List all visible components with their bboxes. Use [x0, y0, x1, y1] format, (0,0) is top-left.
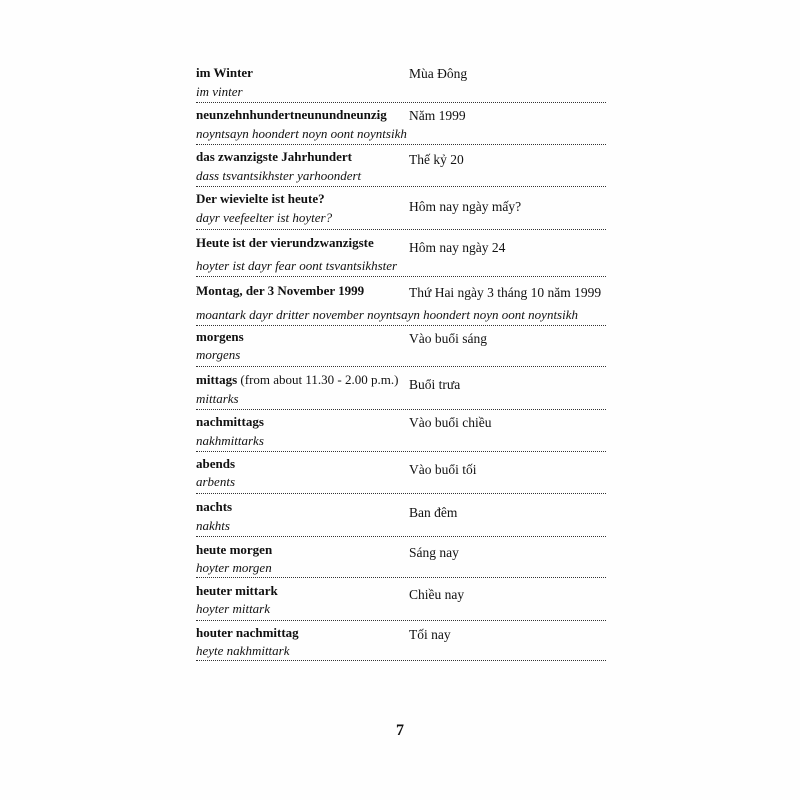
vietnamese-translation: Hôm nay ngày mấy? [409, 199, 522, 214]
pronunciation: hoyter ist dayr fear oont tsvantsikhster [196, 258, 398, 273]
german-phrase: heute morgen [196, 542, 273, 557]
vietnamese-translation: Sáng nay [409, 545, 459, 560]
page-number: 7 [396, 722, 404, 739]
german-phrase: houter nachmittag [196, 625, 299, 640]
german-phrase: heuter mittark [196, 583, 278, 598]
pronunciation: heyte nakhmittark [196, 643, 290, 658]
vietnamese-translation: Năm 1999 [409, 108, 466, 123]
pronunciation: nakhmittarks [196, 433, 264, 448]
vietnamese-translation: Buổi trưa [409, 377, 461, 392]
dotted-separator [196, 366, 606, 367]
vietnamese-translation: Thứ Hai ngày 3 tháng 10 năm 1999 [409, 285, 602, 300]
pronunciation: morgens [196, 347, 241, 362]
german-phrase: morgens [196, 329, 244, 344]
vietnamese-translation: Vào buổi sáng [409, 331, 487, 346]
pronunciation: hoyter morgen [196, 560, 272, 575]
vietnamese-translation: Mùa Đông [409, 66, 468, 81]
vietnamese-translation: Vào buổi tối [409, 462, 477, 477]
german-phrase: abends [196, 456, 236, 471]
dotted-separator [196, 102, 606, 103]
dotted-separator [196, 620, 606, 621]
vietnamese-translation: Vào buổi chiều [409, 415, 492, 430]
pronunciation: moantark dayr dritter november noyntsayn hoondert noyn oont noyntsikh [196, 307, 578, 322]
german-phrase: nachts [196, 499, 233, 514]
dotted-separator [196, 493, 606, 494]
german-phrase: Heute ist der vierundzwanzigste [196, 235, 374, 250]
dotted-separator [196, 451, 606, 452]
vietnamese-translation: Thế kỷ 20 [409, 152, 464, 167]
dotted-separator [196, 229, 606, 230]
pronunciation: dass tsvantsikhster yarhoondert [196, 168, 362, 183]
vietnamese-translation: Hôm nay ngày 24 [409, 240, 506, 255]
german-phrase: neunzehnhundertneunundneunzig [196, 107, 387, 122]
pronunciation: nakhts [196, 518, 230, 533]
dotted-separator [196, 536, 606, 537]
dotted-separator [196, 276, 606, 277]
german-phrase: nachmittags [196, 414, 264, 429]
pronunciation: im vinter [196, 84, 243, 99]
german-phrase: Montag, der 3 November 1999 [196, 283, 365, 298]
pronunciation: hoyter mittark [196, 601, 271, 616]
pronunciation: noyntsayn hoondert noyn oont noyntsikh [196, 126, 407, 141]
dotted-separator [196, 186, 606, 187]
dotted-separator [196, 144, 606, 145]
german-phrase: im Winter [196, 65, 253, 80]
german-phrase: mittags (from about 11.30 - 2.00 p.m.) [196, 372, 399, 387]
vietnamese-translation: Ban đêm [409, 505, 458, 520]
dotted-separator [196, 409, 606, 410]
pronunciation: dayr veefeelter ist hoyter? [196, 210, 333, 225]
german-phrase: Der wievielte ist heute? [196, 191, 325, 206]
german-phrase: das zwanzigste Jahrhundert [196, 149, 353, 164]
dotted-separator [196, 325, 606, 326]
dotted-separator [196, 660, 606, 661]
pronunciation: arbents [196, 474, 235, 489]
vietnamese-translation: Tối nay [409, 627, 451, 642]
vietnamese-translation: Chiều nay [409, 587, 465, 602]
pronunciation: mittarks [196, 391, 239, 406]
dotted-separator [196, 577, 606, 578]
